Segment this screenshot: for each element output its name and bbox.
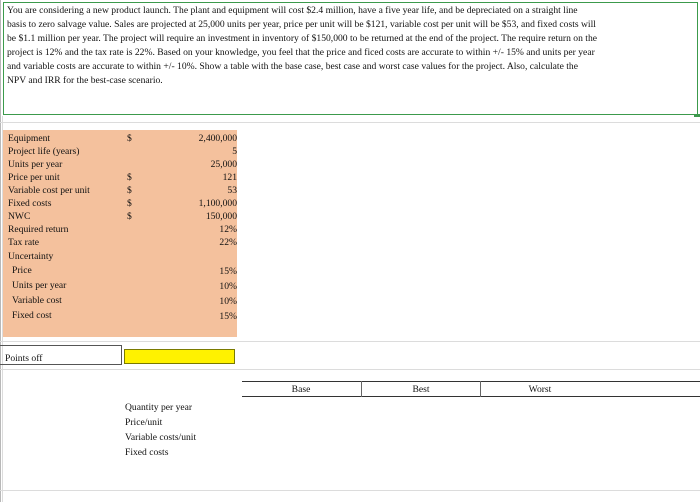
problem-line: be $1.1 million per year. The project will require an investment in inventory of $150,000 to be returned at the end of the project. The require return on the xyxy=(7,32,598,44)
scenario-row-label[interactable]: Variable costs/unit xyxy=(125,432,197,443)
gridline xyxy=(0,369,700,370)
input-label[interactable]: Units per year xyxy=(8,159,63,170)
currency-symbol: $ xyxy=(127,211,132,222)
uncertainty-value[interactable]: 15% xyxy=(219,266,237,277)
input-label[interactable]: Fixed costs xyxy=(8,198,52,209)
input-value[interactable]: 2,400,000 xyxy=(198,133,237,144)
input-value[interactable]: 5 xyxy=(232,146,237,157)
currency-symbol: $ xyxy=(127,185,132,196)
header-base[interactable]: Base xyxy=(291,384,311,395)
uncertainty-label[interactable]: Variable cost xyxy=(12,295,62,306)
scenario-row-label[interactable]: Quantity per year xyxy=(125,402,193,413)
problem-line: basis to zero salvage value. Sales are projected at 25,000 units per year, price per unit will be $121, variable cost per unit will be $53, and fixed costs will xyxy=(7,18,596,30)
problem-line: You are considering a new product launch. The plant and equipment will cost $2.4 million, have a five year life, and be depreciated on a straight line xyxy=(7,5,578,16)
currency-symbol: $ xyxy=(127,198,132,209)
problem-line: and variable costs are accurate to within +/- 10%. Show a table with the base case, best case and worst case values for the project. Also, calculate the xyxy=(7,60,578,72)
uncertainty-heading[interactable]: Uncertainty xyxy=(8,251,54,262)
gridline xyxy=(0,490,700,491)
points-off-label: Points off xyxy=(5,353,43,364)
input-label[interactable]: Required return xyxy=(8,224,69,235)
input-value[interactable]: 1,100,000 xyxy=(198,198,237,209)
input-label[interactable]: NWC xyxy=(8,211,31,222)
currency-symbol: $ xyxy=(127,172,132,183)
scenario-row-label[interactable]: Price/unit xyxy=(125,417,163,428)
input-value[interactable]: 121 xyxy=(222,172,237,183)
problem-line: NPV and IRR for the best-case scenario. xyxy=(7,74,163,86)
input-value[interactable]: 150,000 xyxy=(205,211,237,222)
uncertainty-label[interactable]: Price xyxy=(12,265,32,276)
gridline xyxy=(0,341,700,342)
input-value[interactable]: 22% xyxy=(219,237,237,248)
input-value[interactable]: 53 xyxy=(227,185,237,196)
uncertainty-value[interactable]: 10% xyxy=(219,281,237,292)
input-value[interactable]: 25,000 xyxy=(210,159,237,170)
uncertainty-value[interactable]: 15% xyxy=(219,311,237,322)
uncertainty-label[interactable]: Fixed cost xyxy=(12,310,52,321)
gridline xyxy=(0,0,1,502)
points-off-input[interactable] xyxy=(124,349,235,364)
problem-line: project is 12% and the tax rate is 22%. Based on your knowledge, you feel that the price and ficed costs are accurate to within +/- 15% and units per year xyxy=(7,46,595,58)
input-label[interactable]: Project life (years) xyxy=(8,146,80,157)
uncertainty-value[interactable]: 10% xyxy=(219,296,237,307)
input-value[interactable]: 12% xyxy=(219,224,237,235)
scenario-row-label[interactable]: Fixed costs xyxy=(125,447,169,458)
input-label[interactable]: Equipment xyxy=(8,133,51,144)
selection-handle[interactable] xyxy=(694,114,700,117)
input-label[interactable]: Variable cost per unit xyxy=(8,185,90,196)
header-worst[interactable]: Worst xyxy=(528,384,552,395)
uncertainty-label[interactable]: Units per year xyxy=(12,280,67,291)
gridline xyxy=(0,122,700,123)
header-best[interactable]: Best xyxy=(412,384,430,395)
input-label[interactable]: Tax rate xyxy=(8,237,40,248)
inputs-block xyxy=(3,130,237,337)
problem-statement-cell[interactable] xyxy=(3,2,698,115)
currency-symbol: $ xyxy=(127,133,132,144)
input-label[interactable]: Price per unit xyxy=(8,172,60,183)
